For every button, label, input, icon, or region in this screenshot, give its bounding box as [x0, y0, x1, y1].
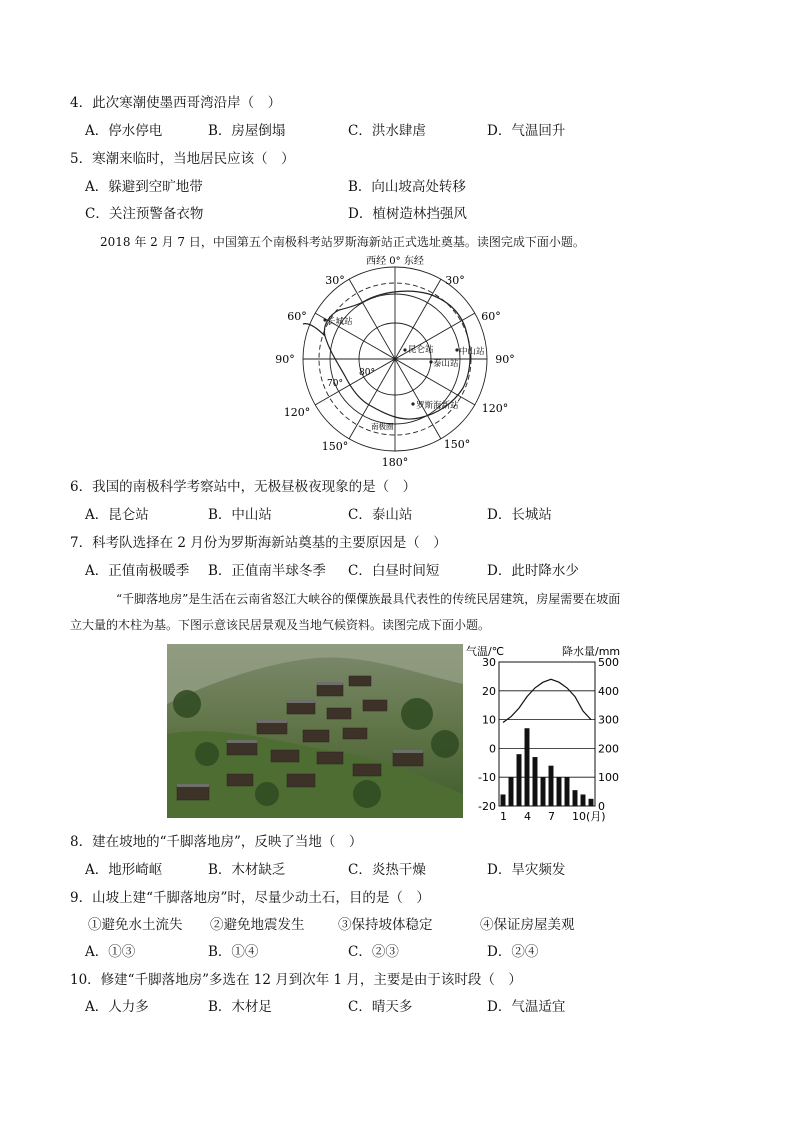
- q9-stem: 9．山坡上建“千脚落地房”时，尽量少动土石，目的是（ ）: [70, 890, 430, 906]
- q4-option-c: C．洪水肆虐: [348, 123, 426, 139]
- q5-option-a: A．躲避到空旷地带: [85, 179, 203, 195]
- q10-option-a: A．人力多: [85, 999, 149, 1015]
- station-great-wall: 长城站: [327, 317, 353, 327]
- q4-stem: 4．此次寒潮使墨西哥湾沿岸（ ）: [70, 95, 282, 111]
- precip-bar: [525, 728, 530, 806]
- q8-option-c: C．炎热干燥: [348, 862, 426, 878]
- q8-stem: 8．建在坡地的“千脚落地房”，反映了当地（ ）: [70, 834, 363, 850]
- q4-option-b: B．房屋倒塌: [208, 123, 286, 139]
- station-taishan: 泰山站: [433, 359, 459, 369]
- precip-bar: [501, 794, 506, 806]
- q9-item-3: ③保持坡体稳定: [338, 917, 433, 933]
- y-tick-right: 400: [598, 684, 619, 698]
- q6-option-c: C．泰山站: [348, 507, 413, 523]
- chart-ylabel-left: 气温/℃: [466, 645, 505, 658]
- y-tick-right: 100: [598, 771, 619, 785]
- lat-label-70: 70°: [327, 379, 343, 389]
- stilt-house-photo: [167, 644, 463, 818]
- q9-item-4: ④保证房屋美观: [480, 917, 575, 933]
- y-tick-left: 0: [489, 742, 496, 756]
- precip-bar: [581, 794, 586, 806]
- q10-option-d: D．气温适宜: [487, 999, 566, 1015]
- q9-option-a: A．①③: [85, 944, 136, 960]
- q4-option-a: A．停水停电: [85, 123, 163, 139]
- climate-chart: [466, 642, 636, 822]
- x-tick: 1: [500, 810, 507, 822]
- q7-option-d: D．此时降水少: [487, 563, 579, 579]
- lon-label-60w: 60°: [287, 310, 307, 323]
- lon-label-90e: 90°: [495, 353, 515, 366]
- intro-stilt-house-2: 立大量的木柱为基。下图示意该民居景观及当地气候资料。读图完成下面小题。: [70, 618, 491, 632]
- q7-stem: 7．科考队选择在 2 月份为罗斯海新站奠基的主要原因是（ ）: [70, 535, 447, 551]
- q10-stem: 10．修建“千脚落地房”多选在 12 月到次年 1 月，主要是由于该时段（ ）: [70, 972, 522, 988]
- antarctic-circle-label: 南极圈: [371, 422, 394, 431]
- precip-bar: [517, 754, 522, 806]
- q9-option-b: B．①④: [208, 944, 259, 960]
- x-tick: 10(月): [572, 810, 606, 822]
- y-tick-right: 500: [598, 656, 619, 669]
- lon-label-30w: 30°: [325, 274, 345, 287]
- precip-bar: [557, 777, 562, 806]
- precip-bar: [565, 777, 570, 806]
- map-top-label: 西经 0° 东经: [366, 256, 424, 267]
- chart-ylabel-right: 降水量/mm: [562, 645, 621, 658]
- precip-bar: [533, 757, 538, 806]
- y-tick-left: -20: [478, 800, 496, 813]
- y-tick-left: -10: [478, 771, 496, 785]
- q9-option-d: D．②④: [487, 944, 539, 960]
- q9-item-2: ②避免地震发生: [210, 917, 305, 933]
- x-tick: 7: [548, 810, 555, 822]
- lon-label-60e: 60°: [481, 310, 501, 323]
- q6-option-a: A．昆仑站: [85, 507, 149, 523]
- precip-bar: [509, 777, 514, 806]
- lon-label-120w: 120°: [283, 406, 311, 419]
- y-tick-right: 200: [598, 742, 619, 756]
- lon-label-150e: 150°: [443, 438, 471, 451]
- precip-bar: [541, 777, 546, 806]
- lat-label-80: 80°: [359, 368, 375, 378]
- q7-option-a: A．正值南极暖季: [85, 563, 190, 579]
- y-tick-left: 10: [482, 713, 496, 727]
- q9-item-1: ①避免水土流失: [88, 917, 183, 933]
- y-tick-left: 20: [482, 684, 496, 698]
- precip-bar: [549, 766, 554, 806]
- lon-label-90w: 90°: [275, 353, 295, 366]
- station-zhongshan: 中山站: [459, 347, 485, 357]
- q9-option-c: C．②③: [348, 944, 399, 960]
- q10-option-c: C．晴天多: [348, 999, 413, 1015]
- q8-option-d: D．旱灾频发: [487, 862, 566, 878]
- lon-label-30e: 30°: [445, 274, 465, 287]
- lon-label-180: 180°: [381, 456, 409, 469]
- temperature-line: [503, 679, 591, 722]
- lon-label-120e: 120°: [481, 402, 509, 415]
- y-tick-left: 30: [482, 656, 496, 669]
- y-tick-right: 300: [598, 713, 619, 727]
- q8-option-a: A．地形崎岖: [85, 862, 163, 878]
- q4-option-d: D．气温回升: [487, 123, 566, 139]
- antarctica-map: [267, 254, 527, 474]
- q10-option-b: B．木材足: [208, 999, 272, 1015]
- precip-bar: [573, 790, 578, 806]
- q5-option-b: B．向山坡高处转移: [348, 179, 466, 195]
- q5-stem: 5．寒潮来临时，当地居民应该（ ）: [70, 151, 295, 167]
- y-tick-right: 0: [598, 800, 605, 813]
- lon-label-150w: 150°: [321, 440, 349, 453]
- intro-antarctica: 2018 年 2 月 7 日，中国第五个南极科考站罗斯海新站正式选址奠基。读图完成下面小题。: [100, 235, 585, 249]
- q7-option-c: C．白昼时间短: [348, 563, 440, 579]
- precip-bar: [589, 799, 594, 806]
- q6-stem: 6．我国的南极科学考察站中，无极昼极夜现象的是（ ）: [70, 479, 417, 495]
- q5-option-c: C．关注预警备衣物: [85, 206, 204, 222]
- station-kunlun: 昆仑站: [408, 345, 434, 355]
- intro-stilt-house-1: “千脚落地房”是生活在云南省怒江大峡谷的傈僳族最具代表性的传统民居建筑，房屋需要在坡面: [116, 592, 621, 606]
- station-ross-sea: 罗斯海新站: [416, 401, 459, 411]
- q7-option-b: B．正值南半球冬季: [208, 563, 326, 579]
- q6-option-d: D．长城站: [487, 507, 552, 523]
- q5-option-d: D．植树造林挡强风: [348, 206, 467, 222]
- x-tick: 4: [524, 810, 531, 822]
- q6-option-b: B．中山站: [208, 507, 272, 523]
- q8-option-b: B．木材缺乏: [208, 862, 286, 878]
